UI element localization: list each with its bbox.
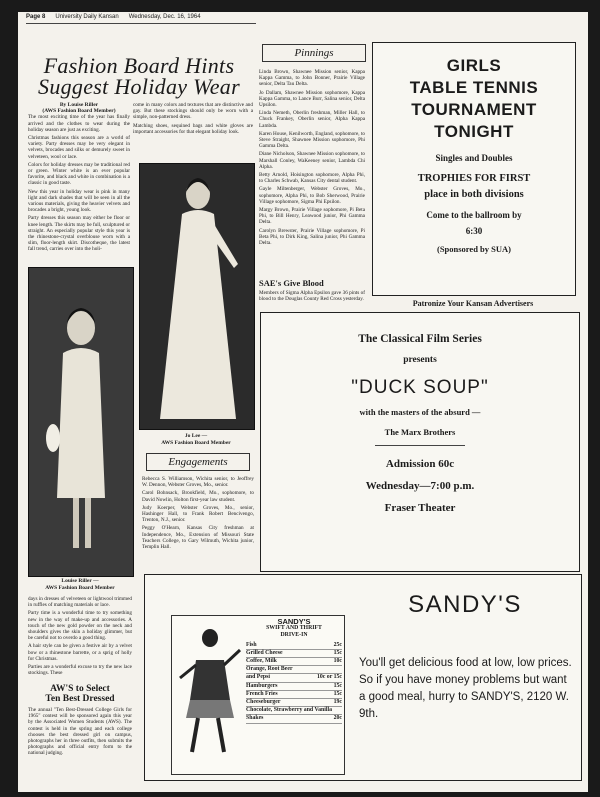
sandys-menu-box	[171, 615, 345, 775]
photo-jo-lee	[139, 163, 255, 430]
fashion-continuation	[28, 596, 132, 678]
pinning-item: Diane Nicholson, Shawnee Mission sophomore, to Marshall Conley, WaKeeney senior, Lambda Chi Alpha.	[259, 151, 365, 170]
menu-item-name: Fish	[246, 641, 257, 648]
sandys-title: SANDY'S	[408, 591, 522, 618]
headline-line-1: Fashion Board Hints	[43, 53, 235, 78]
patronize-line: Patronize Your Kansan Advertisers	[412, 299, 534, 308]
photo-louise-riller	[28, 267, 134, 577]
menu-item-price: 25c	[333, 641, 342, 648]
tennis-come: Come to the ballroom by	[426, 210, 522, 220]
pinning-item: Betty Arnold, Hoisington sophomore, Alpha Phi, to Charles Schwab, Kansas City dental student.	[259, 172, 365, 185]
fashion-column-1	[28, 102, 130, 255]
sandys-menu	[246, 618, 342, 724]
tennis-sub: Singles and Doubles	[435, 153, 513, 163]
table-tennis-ad	[372, 42, 576, 296]
photo-2-caption	[139, 433, 253, 446]
fashion-paragraph: A hair style can be given a festive air by a velvet bow or a rhinestone barrette, or a sprig of holly for Christmas.	[28, 643, 132, 662]
pinning-item: Jo Dallam, Shawnee Mission sophomore, Kappa Kappa Gamma, to Lance Burr, Salina senior, Delta Upsilon.	[259, 89, 365, 109]
pinning-item: Linda Brown, Shawnee Mission senior, Kappa Kappa Gamma, to John Bonner, Prairie Village senior, Delta Tau Delta.	[259, 69, 365, 88]
aws-headline-line: AW'S to Select	[50, 684, 110, 694]
pinning-item: Margy Brown, Prairie Village sophomore, Pi Beta Phi, to Bill Henry, Leawood junior, Phi Gamma Delta.	[259, 207, 365, 226]
menu-row	[246, 707, 342, 715]
photo-1-caption	[28, 578, 132, 591]
menu-row	[246, 699, 342, 707]
tennis-place: place in both divisions	[424, 189, 524, 200]
tennis-title-line: TABLE TENNIS	[409, 78, 539, 97]
folio-rule	[26, 23, 256, 24]
film-where: Fraser Theater	[384, 502, 456, 514]
engagement-item: Rebecca S. Williamson, Wichita senior, to Jeoffrey W. Dennon, Webster Groves, Mo., senior.	[142, 476, 254, 489]
newspaper-page	[18, 12, 588, 792]
menu-row	[246, 674, 342, 682]
sae-article	[259, 278, 365, 302]
film-when: Wednesday—7:00 p.m.	[365, 480, 475, 492]
pinnings-heading: Pinnings	[262, 44, 366, 62]
menu-item-price: 19c	[333, 699, 342, 706]
engagement-item: Carol Bohnsack, Brookfield, Mo., sophomore, to David Nowlin, Holton first-year law student.	[142, 490, 254, 503]
tennis-sponsor: (Sponsored by SUA)	[436, 244, 511, 254]
fashion-column-2	[133, 102, 253, 137]
engagements-list	[142, 476, 254, 552]
menu-item-name: Hamburgers	[246, 682, 278, 689]
menu-item-name: and Pepsi	[246, 674, 270, 681]
film-series-ad	[260, 312, 580, 572]
fashion-paragraph: come in many colors and textures that are distinctive and gay. But these stockings should only be worn with a simple, non-patterned dress.	[133, 102, 253, 121]
sae-headline: SAE's Give Blood	[259, 278, 324, 288]
menu-item-price: 20c	[333, 715, 342, 722]
fashion-paragraph: Parties are a wonderful excuse to try the new lace stockings. These	[28, 664, 132, 677]
tennis-trophies: TROPHIES FOR FIRST	[417, 173, 531, 184]
tennis-title-line: TONIGHT	[434, 122, 514, 141]
aws-article	[28, 684, 132, 757]
page-number: Page 8	[26, 14, 46, 20]
menu-item-price: 15c	[333, 649, 342, 656]
engagements-heading: Engagements	[146, 453, 250, 471]
pinnings-list	[259, 69, 365, 248]
tennis-title-line: TOURNAMENT	[411, 100, 537, 119]
aws-headline	[28, 684, 132, 704]
fashion-paragraph: Party dresses this season may either be floor or knee length. The skirts may be full, sculptured or straight. An especially popular style this year is the rhinestone-crystal overblouse worn with a slim, floor-length skirt. Discotheque, the latest fall trend, carries over into the holi-	[28, 215, 130, 253]
film-admission: Admission 60c	[385, 458, 455, 470]
menu-item-name: Cheeseburger	[246, 699, 281, 706]
menu-row	[246, 691, 342, 699]
film-presents: presents	[403, 355, 437, 365]
fashion-paragraph: Matching shoes, sequined bags and white gloves are important accessories for that elegant holiday look.	[133, 122, 253, 135]
pinning-item: Linda Nemeth, Oberlin freshman, Miller Hall, to Chuck Frankey, Oberlin senior, Alpha Kappa Lambda.	[259, 110, 365, 129]
caption-name: Jo Lee —	[184, 433, 208, 439]
menu-item-price: 10c	[333, 658, 342, 665]
photo-figure	[29, 268, 133, 576]
caption-role: AWS Fashion Board Member	[45, 584, 115, 591]
fashion-paragraph: Colors for holiday dresses may be traditional red or green. Winter white is an ever popular favorite, and black and white in combination is a classic in good taste.	[28, 161, 130, 187]
sandys-ad	[144, 574, 582, 781]
menu-subtitle: SWIFT AND THRIFT	[266, 625, 322, 632]
issue-date: Wednesday, Dec. 16, 1964	[128, 14, 201, 20]
fashion-paragraph: The most exciting time of the year has finally arrived and the clothes to wear during the holiday season are just as exciting.	[28, 114, 130, 133]
fashion-paragraph: New this year in holiday wear is pink in many light and dark shades that will be seen in all the various materials, giving the heavier velvets and brocades a bright, young look.	[28, 188, 130, 214]
film-series-name: The Classical Film Series	[358, 333, 482, 345]
menu-item-name: Shakes	[246, 715, 264, 722]
photo-figure	[140, 164, 254, 429]
pinning-item: Karen House, Kenilworth, England, sophomore, to Steve Straight, Shawnee Mission sophomore, Phi Gamma Delta.	[259, 130, 365, 150]
tennis-title-line: GIRLS	[446, 56, 502, 75]
menu-subtitle: DRIVE-IN	[280, 632, 308, 639]
menu-row	[246, 666, 342, 674]
folio-line	[26, 14, 346, 20]
pinning-item: Carolyn Brewster, Prairie Village sophomore, Pi Beta Phi, to Dirk King, Salina junior, Phi Gamma Delta.	[259, 227, 365, 247]
film-title: "DUCK SOUP"	[351, 377, 489, 398]
sandys-mascot-icon	[174, 620, 246, 770]
menu-row	[246, 658, 342, 666]
menu-item-price: 15c	[333, 682, 342, 689]
engagement-item: Judy Koerper, Webster Groves, Mo., senior, Hashinger Hall, to Frank Robert Bencivengo, Trenton, N.J., senior.	[142, 504, 254, 524]
byline-author: By Louise Riller	[59, 102, 99, 108]
menu-item-name: Chocolate, Strawberry and Vanilla	[246, 707, 332, 714]
caption-name: Louise Riller —	[61, 578, 99, 584]
menu-item-name: Orange, Root Beer	[246, 666, 293, 673]
tennis-title	[373, 55, 575, 143]
menu-item-name: Coffee, Milk	[246, 658, 277, 665]
sae-body: Members of Sigma Alpha Epsilon gave 36 pints of blood to the Douglas County Red Cross yesterday.	[259, 290, 365, 303]
film-stars: The Marx Brothers	[384, 427, 456, 437]
headline-line-2: Suggest Holiday Wear	[38, 74, 240, 99]
fashion-paragraph: Party time is a wonderful time to try something new in the way of make-up and accessories. A touch of the new gold powder on the neck and shoulders gives the skin a holiday glimmer, but be careful not to overdo a good thing.	[28, 610, 132, 642]
fashion-paragraph: days in dresses of velveteen or lightwool trimmed in ruffles of matching materials or lace.	[28, 596, 132, 609]
menu-title: SANDY'S	[277, 617, 311, 626]
fashion-headline	[26, 55, 252, 97]
menu-row	[246, 683, 342, 691]
byline	[28, 102, 130, 114]
paper-name: University Daily Kansan	[55, 14, 119, 20]
aws-body: The annual "Ten Best-Dressed College Girls for 1965" contest will be sponsored again this year by the Associated Women Students (AWS). The contest is held in the spring and each college chooses the best dressed girl on campus, photographs her in three outfits, then submits the photographs and official entry form to the national judging.	[28, 707, 132, 757]
menu-rows	[246, 642, 342, 724]
engagement-item: Peggy O'Hearn, Kansas City freshman at Independence, Mo., Extension of Missouri State Teachers College, to Gary Wilmuth, Wichita junior, Templin Hall.	[142, 525, 254, 551]
menu-row	[246, 642, 342, 650]
menu-item-price: 15c	[333, 690, 342, 697]
fashion-paragraph: Christmas fashions this season are a world of variety. Party dresses may be very elegant in velvets, brocades and silks or demurely sweet in velveteen, wool or lace.	[28, 135, 130, 160]
caption-role: AWS Fashion Board Member	[161, 439, 231, 446]
menu-item-price: 10c or 15c	[316, 674, 342, 681]
menu-item-name: Grilled Cheese	[246, 649, 283, 656]
pinning-item: Gayle Miltenberger, Webster Groves, Mo., sophomore, Alpha Phi, to Bob Sherwood, Prairie Village sophomore, Sigma Phi Epsilon.	[259, 186, 365, 205]
byline-role: (AWS Fashion Board Member)	[42, 108, 116, 115]
menu-row	[246, 650, 342, 658]
aws-headline-line: Ten Best Dressed	[45, 694, 115, 704]
sandys-copy: You'll get delicious food at low, low prices. So if you have money problems but want a good meal, hurry to SANDY'S, 2120 W. 9th.	[359, 657, 572, 720]
tennis-time: 6:30	[465, 226, 483, 236]
menu-row	[246, 715, 342, 723]
film-divider	[375, 445, 465, 446]
film-with: with the masters of the absurd —	[359, 407, 481, 417]
menu-item-name: French Fries	[246, 690, 278, 697]
